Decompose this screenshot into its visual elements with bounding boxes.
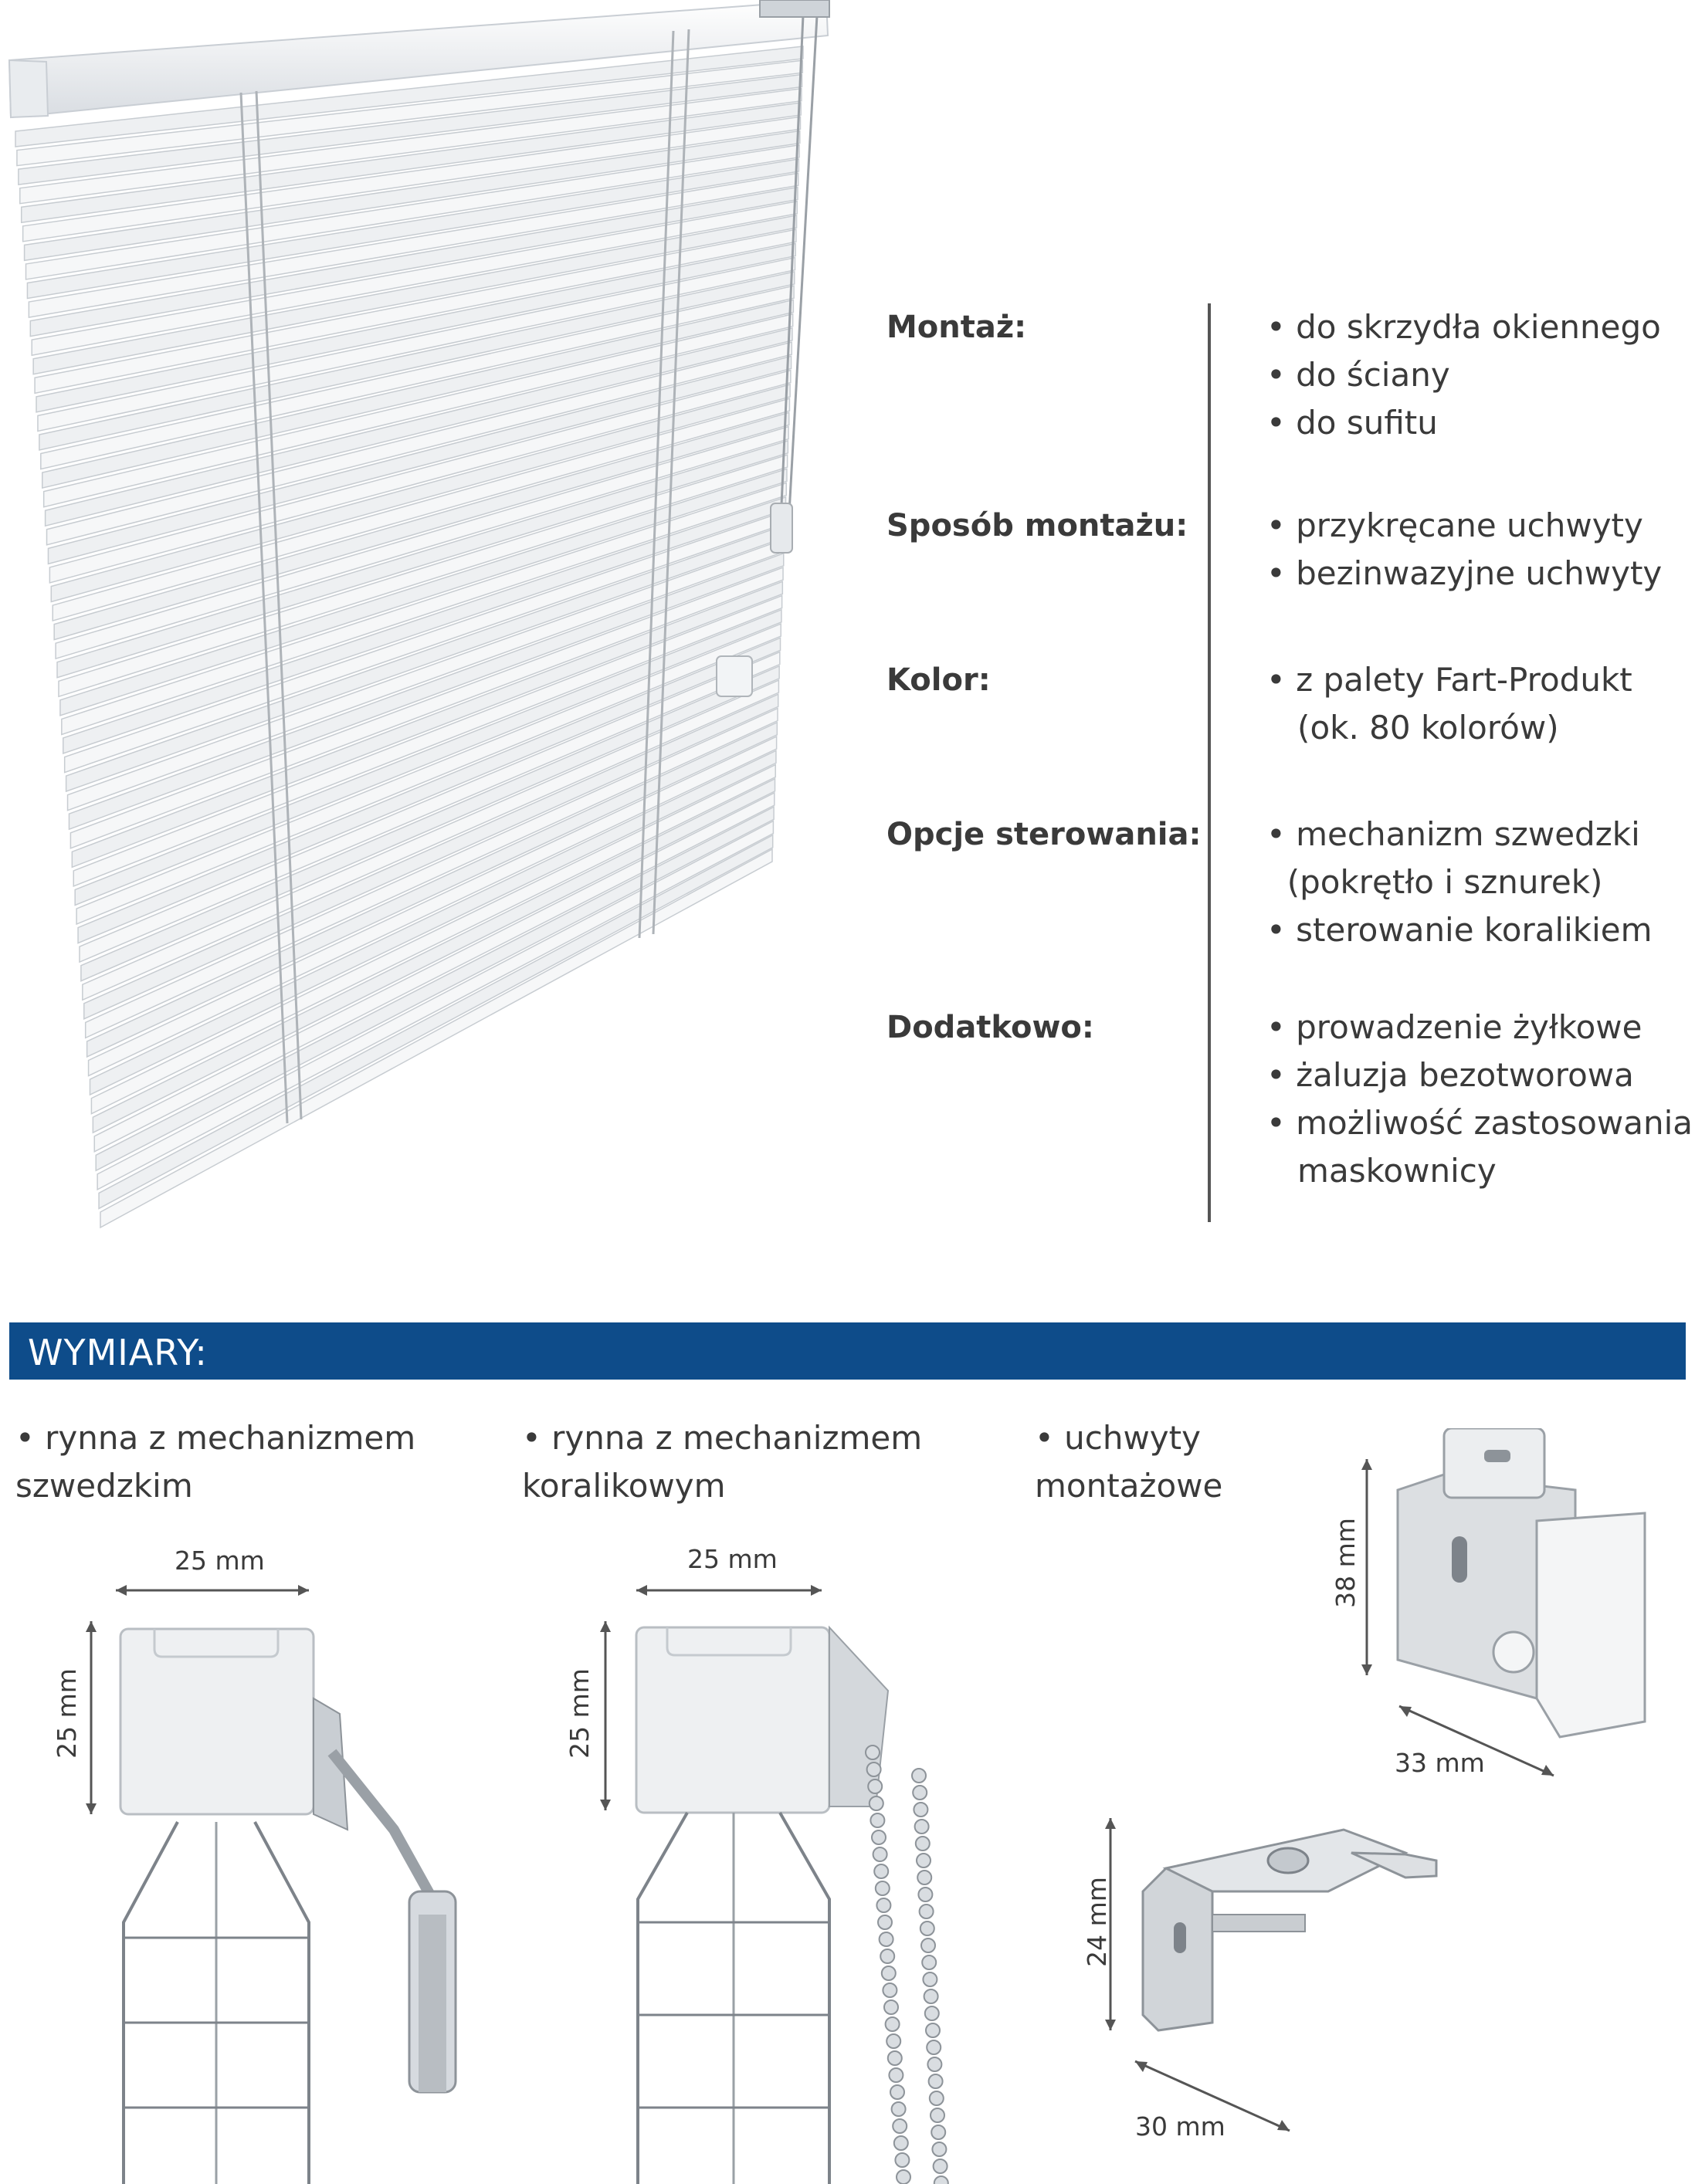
col3-caption <box>1035 1414 1222 1510</box>
spec-values-3 <box>1266 811 1653 954</box>
col1-width-label: 25 mm <box>175 1546 265 1576</box>
spec-value-line: (ok. 80 kolorów) <box>1266 709 1559 747</box>
spec-value-line: (pokrętło i sznurek) <box>1266 863 1603 901</box>
spec-value-line: • do sufitu <box>1266 404 1438 442</box>
bracket2-depth-label: 30 mm <box>1135 2111 1225 2142</box>
col2-width-label: 25 mm <box>687 1544 778 1574</box>
spec-label-1: Sposób montażu: <box>886 508 1188 543</box>
bracket1-height-label: 38 mm <box>1330 1518 1361 1608</box>
spec-value-line: • prowadzenie żyłkowe <box>1266 1008 1642 1046</box>
spec-value-line: • do ściany <box>1266 356 1450 394</box>
rail-swedish-mechanism-illustration <box>69 1575 502 2184</box>
spec-label-4: Dodatkowo: <box>886 1010 1094 1045</box>
spec-value-line: • przykręcane uchwyty <box>1266 506 1643 544</box>
col3-line2: montażowe <box>1035 1467 1223 1505</box>
col2-line1: • rynna z mechanizmem <box>522 1419 923 1457</box>
spec-value-line: • żaluzja bezotworowa <box>1266 1056 1634 1094</box>
mounting-bracket-small-illustration <box>1097 1806 1459 2154</box>
spec-value-line: maskownicy <box>1266 1152 1497 1190</box>
col2-caption <box>522 1414 922 1510</box>
spec-value-line: • mechanizm szwedzki <box>1266 815 1640 853</box>
spec-value-line: • sterowanie koralikiem <box>1266 911 1653 949</box>
mounting-bracket-large-illustration <box>1351 1428 1676 1783</box>
col2-line2: koralikowym <box>522 1467 726 1505</box>
col1-line1: • rynna z mechanizmem <box>15 1419 416 1457</box>
venetian-blind-illustration <box>0 0 849 1251</box>
spec-divider-line <box>1208 303 1211 1222</box>
spec-values-2 <box>1266 656 1632 752</box>
spec-label-0: Montaż: <box>886 310 1027 345</box>
col3-line1: • uchwyty <box>1035 1419 1201 1457</box>
spec-value-line: • bezinwazyjne uchwyty <box>1266 554 1663 592</box>
dimensions-header-bar <box>9 1322 1686 1380</box>
dimensions-header-title: WYMIARY: <box>28 1332 208 1373</box>
spec-value-line: • możliwość zastosowania <box>1266 1104 1693 1142</box>
spec-values-1 <box>1266 502 1662 598</box>
bracket1-depth-label: 33 mm <box>1395 1748 1485 1778</box>
col2-height-label: 25 mm <box>564 1668 595 1759</box>
spec-value-line: • do skrzydła okiennego <box>1266 308 1661 346</box>
spec-label-2: Kolor: <box>886 662 991 698</box>
bracket2-height-label: 24 mm <box>1081 1877 1112 1967</box>
col1-line2: szwedzkim <box>15 1467 193 1505</box>
spec-value-line: • z palety Fart-Produkt <box>1266 661 1632 699</box>
spec-values-0 <box>1266 303 1661 447</box>
spec-label-3: Opcje sterowania: <box>886 817 1202 852</box>
col1-caption <box>15 1414 415 1510</box>
col1-height-label: 25 mm <box>51 1668 82 1759</box>
spec-values-4 <box>1266 1004 1693 1195</box>
rail-bead-chain-mechanism-illustration <box>587 1575 1004 2184</box>
